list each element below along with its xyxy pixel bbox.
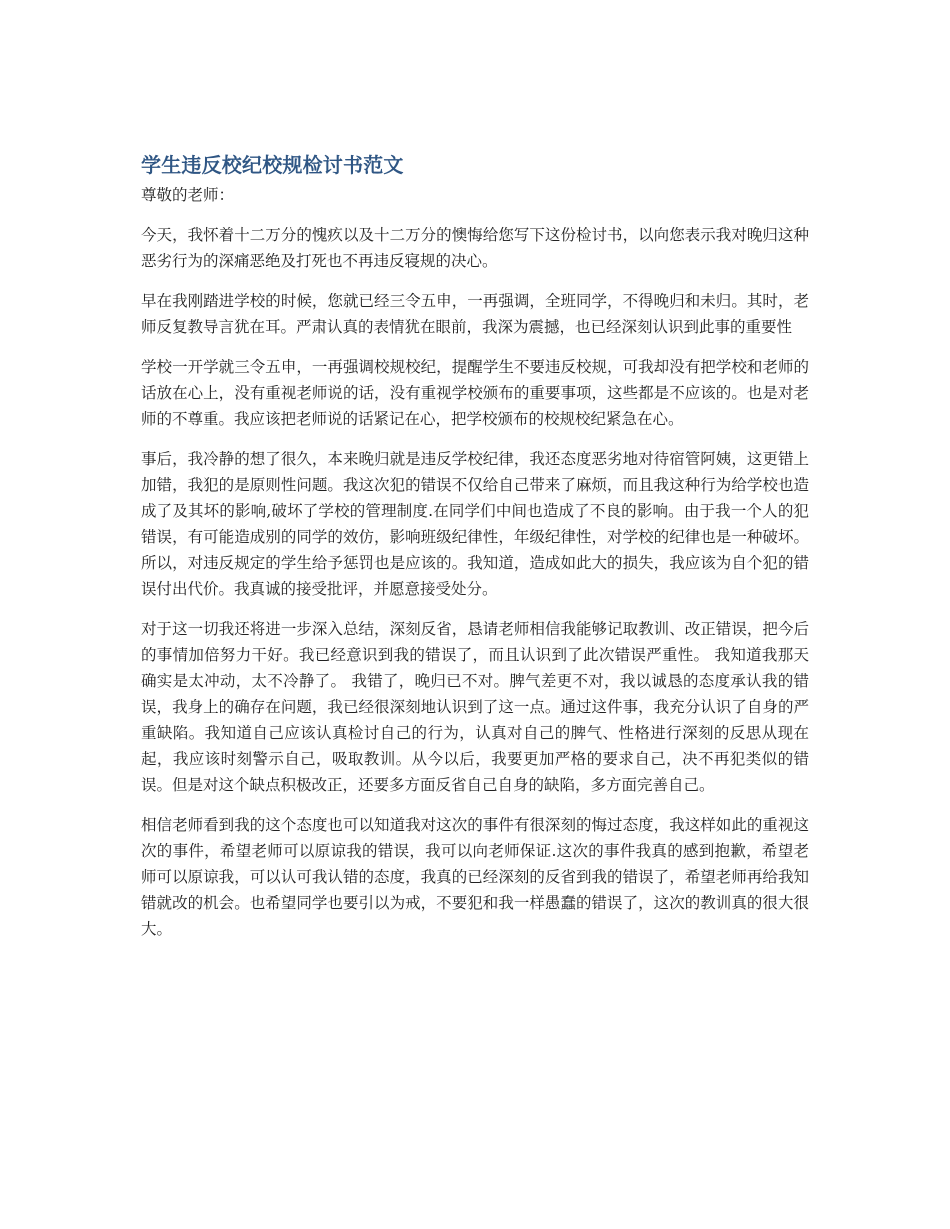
paragraph-4: 事后，我冷静的想了很久，本来晚归就是违反学校纪律，我还态度恶劣地对待宿管阿姨，这更错上加错，我犯的是原则性问题。我这次犯的错误不仅给自己带来了麻烦，而且我这种行为给学校也造成了及其坏的影响,破坏了学校的管理制度.在同学们中间也造成了不良的影响。由于我一个人的犯错误，有可能造成别的同学的效仿，影响班级纪律性，年级纪律性，对学校的纪律也是一种破坏。所以，对违反规定的学生给予惩罚也是应该的。我知道，造成如此大的损失，我应该为自个犯的错误付出代价。我真诚的接受批评，并愿意接受处分。 bbox=[141, 450, 809, 598]
paragraph-2: 早在我刚踏进学校的时候，您就已经三令五申，一再强调，全班同学，不得晚归和未归。其时，老师反复教导言犹在耳。严肃认真的表情犹在眼前，我深为震撼，也已经深刻认识到此事的重要性 bbox=[141, 292, 809, 336]
paragraph-6: 相信老师看到我的这个态度也可以知道我对这次的事件有很深刻的悔过态度，我这样如此的重视这次的事件，希望老师可以原谅我的错误，我可以向老师保证.这次的事件我真的感到抱歉，希望老师可以原谅我，可以认可我认错的态度，我真的已经深刻的反省到我的错误了，希望老师再给我知错就改的机会。也希望同学也要引以为戒，不要犯和我一样愚蠢的错误了，这次的教训真的很大很大。 bbox=[141, 816, 809, 938]
document-page bbox=[141, 150, 809, 942]
paragraph-5: 对于这一切我还将进一步深入总结，深刻反省，恳请老师相信我能够记取教训、改正错误，把今后的事情加倍努力干好。我已经意识到我的错误了，而且认识到了此次错误严重性。 我知道我那天确实是太冲动，太不冷静了。 我错了，晚归已不对。脾气差更不对，我以诚恳的态度承认我的错误，我身上的确存在问题，我已经很深刻地认识到了这一点。通过这件事，我充分认识了自身的严重缺陷。我知道自己应该认真检讨自己的行为，认真对自己的脾气、性格进行深刻的反思从现在起，我应该时刻警示自己，吸取教训。从今以后，我要更加严格的要求自己，决不再犯类似的错误。但是对这个缺点积极改正，还要多方面反省自己自身的缺陷，多方面完善自己。 bbox=[141, 620, 809, 794]
paragraph-3: 学校一开学就三令五申，一再强调校规校纪，提醒学生不要违反校规，可我却没有把学校和老师的话放在心上，没有重视老师说的话，没有重视学校颁布的重要事项，这些都是不应该的。也是对老师的不尊重。我应该把老师说的话紧记在心，把学校颁布的校规校纪紧急在心。 bbox=[141, 358, 809, 428]
salutation: 尊敬的老师： bbox=[141, 186, 235, 204]
document-title: 学生违反校纪校规检讨书范文 bbox=[141, 153, 404, 177]
paragraph-1: 今天，我怀着十二万分的愧疚以及十二万分的懊悔给您写下这份检讨书，以向您表示我对晚归这种恶劣行为的深痛恶绝及打死也不再违反寝规的决心。 bbox=[141, 226, 809, 270]
